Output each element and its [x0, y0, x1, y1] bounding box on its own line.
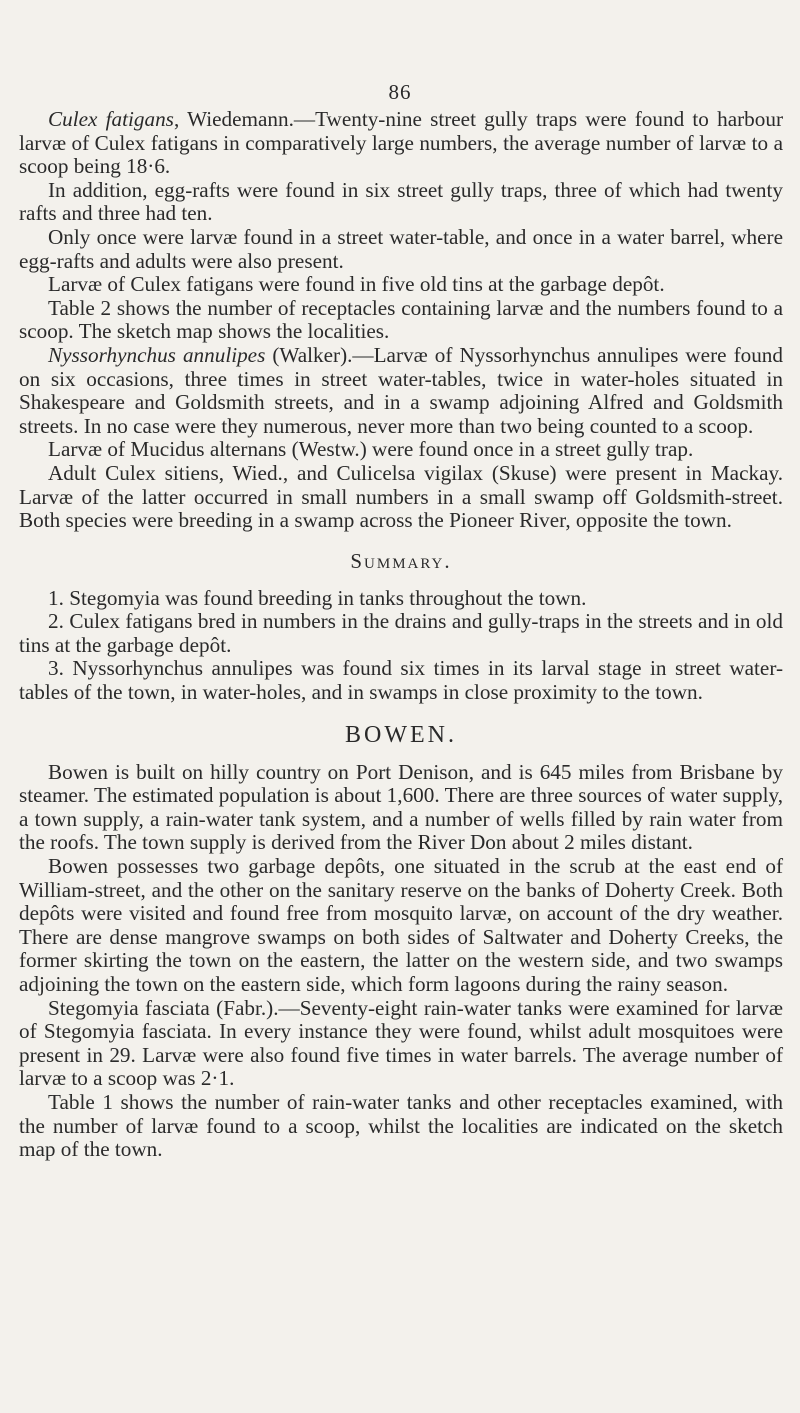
- paragraph-culex-sitiens: Adult Culex sitiens, Wied., and Culicelsa vigilax (Skuse) were present in Mackay. Larvæ of the latter occurred in small numbers in a small swamp off Goldsmith-street. Both species were breeding in a swamp across the Pioneer River, opposite the town.: [19, 460, 783, 533]
- paragraph-egg-rafts: In addition, egg-rafts were found in six street gully traps, three of which had twenty rafts and three had ten.: [19, 177, 783, 226]
- summary-item-1: 1. Stegomyia was found breeding in tanks throughout the town.: [48, 585, 587, 610]
- bowen-paragraph-1: Bowen is built on hilly country on Port Denison, and is 645 miles from Brisbane by steamer. The estimated population is about 1,600. There are three sources of water supply, a town supply, a rain-water tank system, and a number of wells filled by rain water from the roofs. The town supply is derived from the River Don about 2 miles distant.: [19, 759, 783, 855]
- document-body: [19, 108, 783, 1162]
- paragraph-culex-fatigans: Culex fatigans, Wiedemann.—Twenty-nine street gully traps were found to harbour larvæ of Culex fatigans in comparatively large numbers, the average number of larvæ to a scoop being 18·6.: [19, 107, 783, 179]
- bowen-paragraph-3: Stegomyia fasciata (Fabr.).—Seventy-eight rain-water tanks were examined for larvæ of Stegomyia fasciata. In every instance they were found, whilst adult mosquitoes were present in 29. Larvæ were also found five times in water barrels. The average number of larvæ to a scoop was 2·1.: [19, 995, 783, 1091]
- paragraph-nyssorhynchus: Nyssorhynchus annulipes (Walker).—Larvæ of Nyssorhynchus annulipes were found on six occasions, three times in street water-tables, twice in water-holes situated in Shakespeare and Goldsmith streets, and in a swamp adjoining Alfred and Goldsmith streets. In no case were they numerous, never more than two being counted to a scoop.: [19, 342, 783, 438]
- bowen-paragraph-4: Table 1 shows the number of rain-water tanks and other receptacles examined, with the number of larvæ found to a scoop, whilst the localities are indicated on the sketch map of the town.: [19, 1089, 783, 1162]
- summary-item-3: 3. Nyssorhynchus annulipes was found six times in its larval stage in street water-tables of the town, in water-holes, and in swamps in close proximity to the town.: [19, 656, 783, 705]
- bowen-heading: BOWEN.: [345, 721, 457, 748]
- paragraph-table-2: Table 2 shows the number of receptacles containing larvæ and the numbers found to a scoop. The sketch map shows the localities.: [19, 295, 783, 344]
- paragraph-water-table: Only once were larvæ found in a street water-table, and once in a water barrel, where egg-rafts and adults were also present.: [19, 224, 783, 273]
- bowen-paragraph-2: Bowen possesses two garbage depôts, one situated in the scrub at the east end of William-street, and the other on the sanitary reserve on the banks of Doherty Creek. Both depôts were visited and found free from mosquito larvæ, on account of the dry weather. There are dense mangrove swamps on both sides of Saltwater and Doherty Creeks, the former skirting the town on the eastern, the latter on the western side, and two swamps adjoining the town on the eastern side, which form lagoons during the rainy season.: [19, 854, 783, 996]
- paragraph-mucidus: Larvæ of Mucidus alternans (Westw.) were found once in a street gully trap.: [48, 437, 694, 462]
- summary-heading: Summary.: [350, 548, 452, 573]
- page-number: 86: [388, 80, 412, 104]
- paragraph-garbage-depot: Larvæ of Culex fatigans were found in five old tins at the garbage depôt.: [48, 272, 665, 297]
- summary-item-2: 2. Culex fatigans bred in numbers in the drains and gully-traps in the streets and in old tins at the garbage depôt.: [19, 609, 783, 657]
